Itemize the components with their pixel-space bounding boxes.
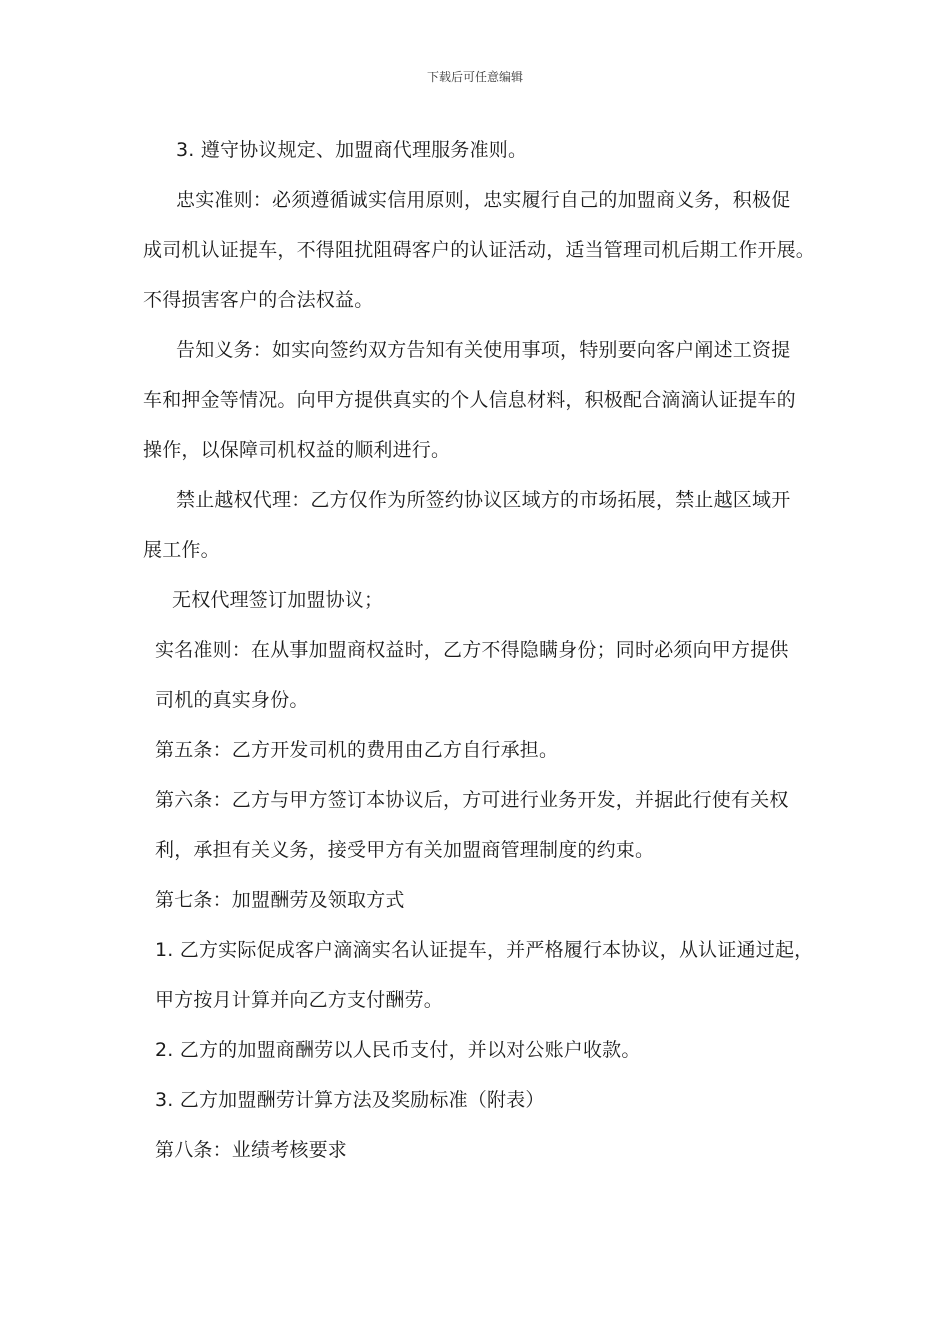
text-line: 司机的真实身份。 [155,689,309,711]
text-line: 第八条：业绩考核要求 [155,1139,348,1161]
text-line: 3. 遵守协议规定、加盟商代理服务准则。 [176,139,528,161]
text-line: 无权代理签订加盟协议； [172,589,384,611]
text-line: 2. 乙方的加盟商酬劳以人民币支付，并以对公账户收款。 [155,1039,641,1061]
text-line: 不得损害客户的合法权益。 [143,289,374,311]
text-line: 3. 乙方加盟酬劳计算方法及奖励标准（附表） [155,1089,545,1111]
text-line: 甲方按月计算并向乙方支付酬劳。 [155,989,444,1011]
text-line: 利，承担有关义务，接受甲方有关加盟商管理制度的约束。 [155,839,655,861]
text-line: 实名准则：在从事加盟商权益时，乙方不得隐瞒身份；同时必须向甲方提供 [155,639,789,661]
text-line: 1. 乙方实际促成客户滴滴实名认证提车，并严格履行本协议，从认证通过起， [155,939,814,961]
text-line: 展工作。 [143,539,220,561]
text-line: 操作，以保障司机权益的顺利进行。 [143,439,451,461]
text-line: 第五条：乙方开发司机的费用由乙方自行承担。 [155,739,559,761]
page-header: 下载后可任意编辑 [426,70,523,84]
text-line: 车和押金等情况。向甲方提供真实的个人信息材料，积极配合滴滴认证提车的 [143,389,796,411]
text-line: 忠实准则：必须遵循诚实信用原则，忠实履行自己的加盟商义务，积极促 [176,189,791,211]
text-line: 禁止越权代理：乙方仅作为所签约协议区域方的市场拓展，禁止越区域开 [176,489,791,511]
text-line: 第七条：加盟酬劳及领取方式 [155,889,405,911]
text-line: 成司机认证提车，不得阻扰阻碍客户的认证活动，适当管理司机后期工作开展。 [143,239,816,261]
text-line: 第六条：乙方与甲方签订本协议后，方可进行业务开发，并据此行使有关权 [155,789,789,811]
text-line: 告知义务：如实向签约双方告知有关使用事项，特别要向客户阐述工资提 [176,339,791,361]
